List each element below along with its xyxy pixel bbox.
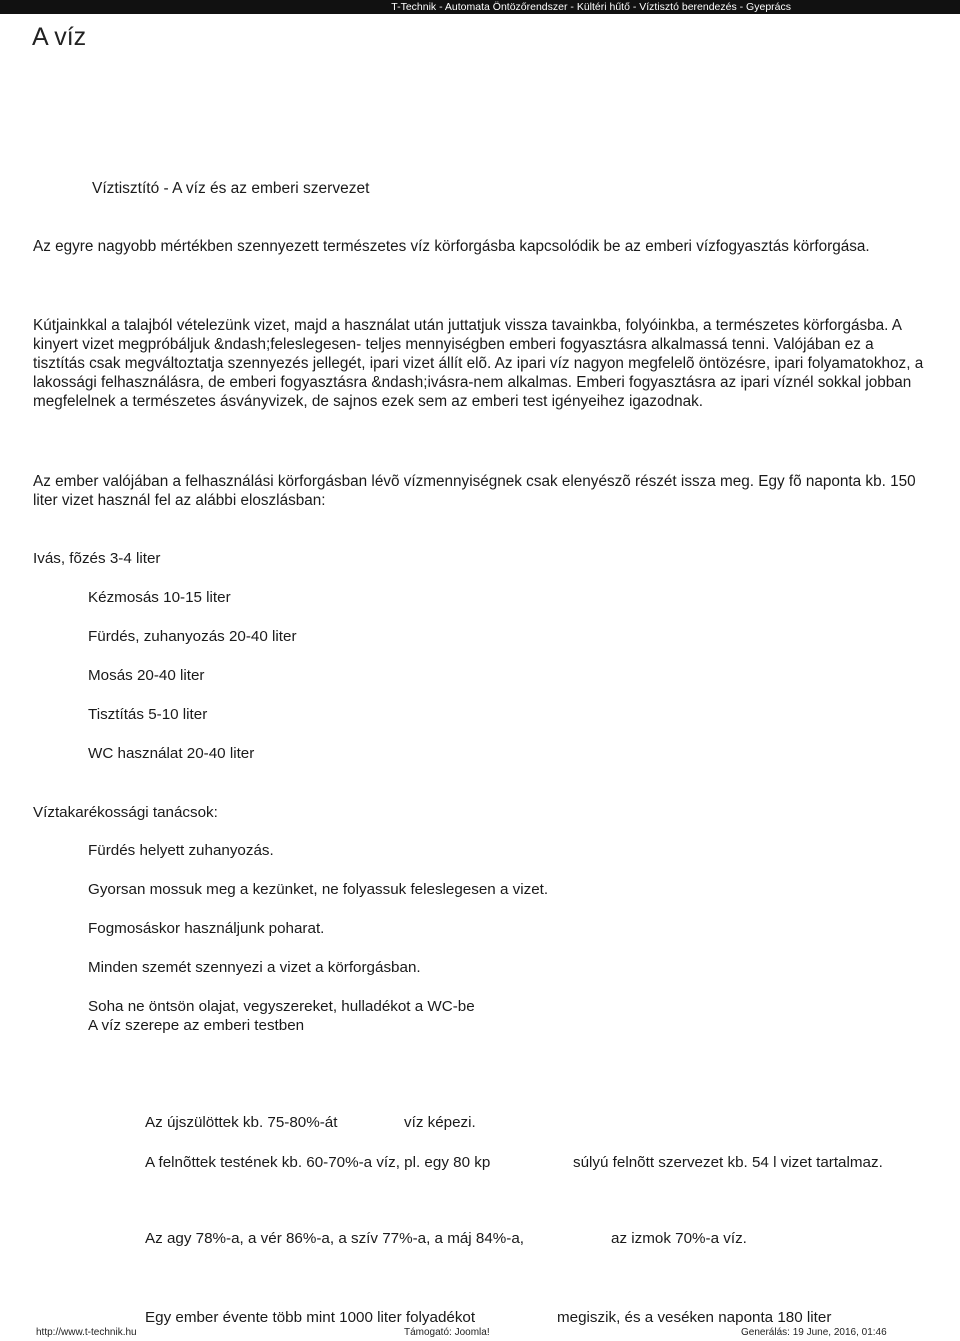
site-title: T-Technik - Automata Öntözőrendszer - Kültéri hűtő - Víztisztó berendezés - Gyeprács [391,1,791,13]
usage-item: WC használat 20-40 liter [88,745,255,762]
tip-item: Soha ne öntsön olajat, vegyszereket, hulladékot a WC-be [88,998,475,1015]
fact-part-a: Egy ember évente több mint 1000 liter folyadékot [145,1309,476,1326]
fact-part-b: megiszik, és a veséken naponta 180 liter [557,1309,832,1326]
usage-item: Fürdés, zuhanyozás 20-40 liter [88,628,297,645]
paragraph-consumption: Az ember valójában a felhasználási körforgásban lévõ vízmennyiségnek csak elenyészõ részét issza meg. Egy fõ naponta kb. 150 liter vizet használ fel az alábbi eloszlásban: [33,473,916,509]
fact-part-a: A felnõttek testének kb. 60-70%-a víz, pl. egy 80 kp [145,1154,491,1171]
fact-part-b: súlyú felnõtt szervezet kb. 54 l vizet tartalmaz. [573,1154,883,1171]
tip-item: Gyorsan mossuk meg a kezünket, ne folyassuk feleslegesen a vizet. [88,881,549,898]
usage-intro: Ivás, fõzés 3-4 liter [33,550,161,567]
tip-item: Fogmosáskor használjunk poharat. [88,920,325,937]
fact-part-a: Az agy 78%-a, a vér 86%-a, a szív 77%-a, a máj 84%-a, [145,1230,525,1247]
page-title: A víz [32,23,87,51]
usage-item: Kézmosás 10-15 liter [88,589,231,606]
tips-heading: Víztakarékossági tanácsok: [33,804,218,821]
usage-item: Mosás 20-40 liter [88,667,205,684]
fact-part-b: víz képezi. [404,1114,476,1131]
article-subtitle: Víztisztító - A víz és az emberi szervezet [92,180,370,197]
tip-item: Fürdés helyett zuhanyozás. [88,842,274,859]
header-bar [0,0,960,14]
footer-site-link[interactable]: http://www.t-technik.hu [36,1327,137,1338]
body-section-heading: A víz szerepe az emberi testben [88,1017,305,1034]
footer-generated: Generálás: 19 June, 2016, 01:46 [741,1327,887,1338]
paragraph-intro: Az egyre nagyobb mértékben szennyezett természetes víz körforgásba kapcsolódik be az emberi vízfogyasztás körforgása. [33,238,870,255]
usage-item: Tisztítás 5-10 liter [88,706,208,723]
fact-part-a: Az újszülöttek kb. 75-80%-át [145,1114,338,1131]
tip-item: Minden szemét szennyezi a vizet a körforgásban. [88,959,421,976]
footer-support: Támogató: Joomla! [404,1327,490,1338]
paragraph-wells: Kútjainkkal a talajból vételezünk vizet, majd a használat után juttatjuk vissza tavainkba, folyóinkba, a természetes körforgásba. A kinyert vizet megpróbáljuk &ndash;feleslegesen- teljes mennyiségben emberi fogyasztásra alkalmassá tenni. Valójában ez a tisztítás csak megváltoztatja szennyezés jellegét, ipari vizet állít elõ. Az ipari víz nagyon megfelelõ öntözésre, ipari folyamatokhoz, a lakossági felhasználásra, de emberi fogyasztásra &ndash;ivásra-nem alkalmas. Emberi fogyasztásra az ipari víznél sokkal jobban megfelelnek a természetes ásványvizek, de sajnos ezek sem az emberi test igényeihez igazodnak. [33,317,924,410]
fact-part-b: az izmok 70%-a víz. [611,1230,747,1247]
